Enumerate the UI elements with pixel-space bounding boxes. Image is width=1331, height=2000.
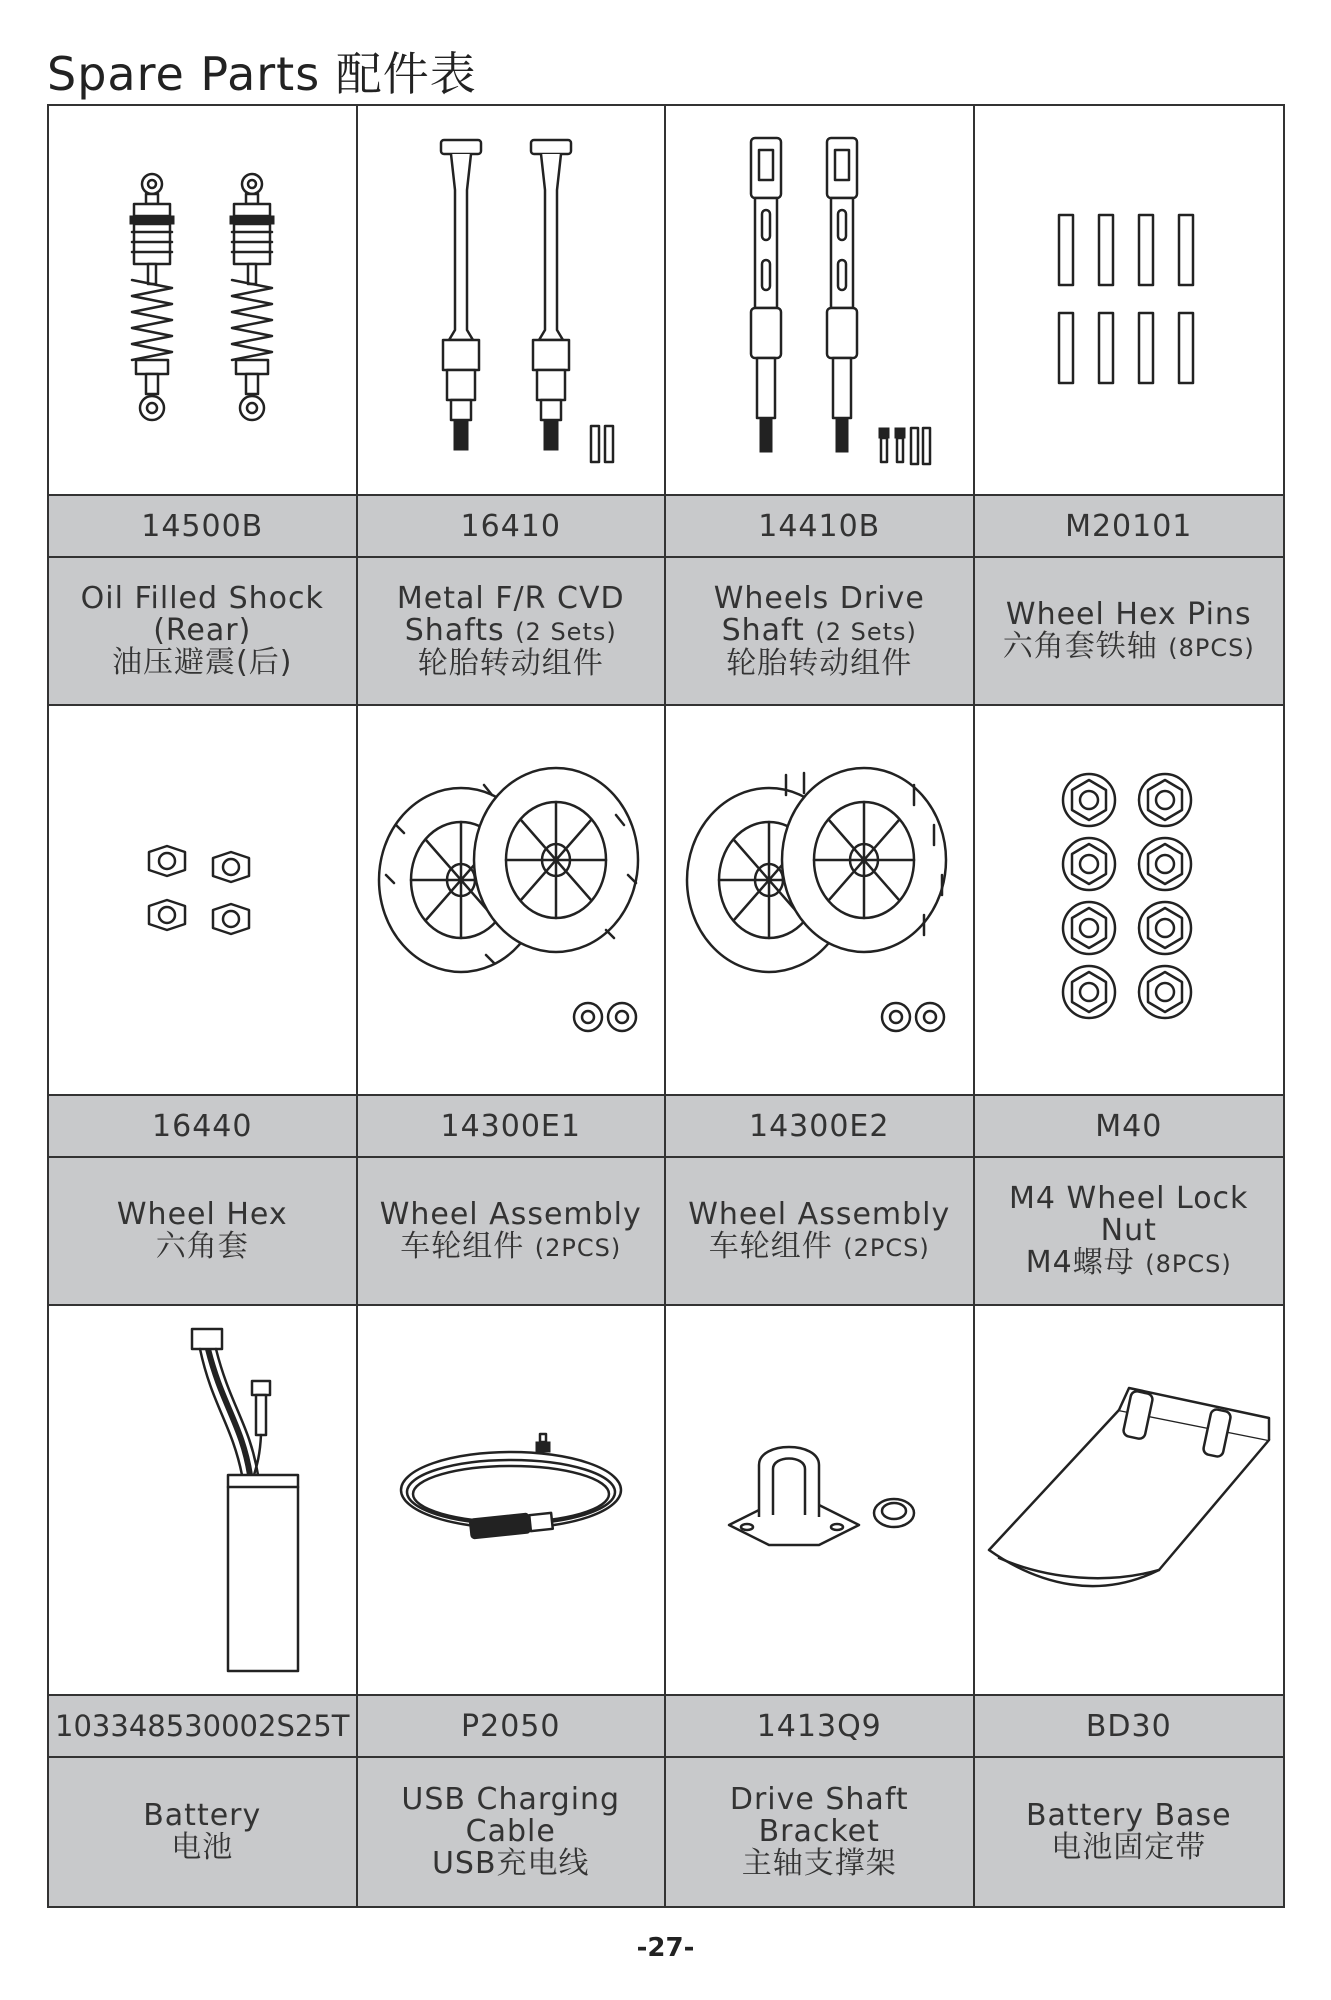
part-name bbox=[49, 1758, 358, 1906]
part-name-cn: 六角套 bbox=[155, 1229, 249, 1264]
part-code: 14500B bbox=[49, 496, 358, 558]
part-image-drive-shaft bbox=[666, 106, 975, 496]
part-name-en: Wheel Assembly bbox=[688, 1196, 951, 1232]
part-name-en: Wheel Hex bbox=[116, 1197, 288, 1232]
part-name-cn: 电池固定带 bbox=[1051, 1830, 1207, 1865]
part-qty: (8PCS) bbox=[1145, 1249, 1232, 1278]
part-name bbox=[358, 1758, 667, 1906]
part-name-cn: 轮胎转动组件 bbox=[726, 645, 913, 681]
part-image-usb-cable bbox=[358, 1306, 667, 1696]
part-name-en: Battery bbox=[143, 1798, 262, 1833]
part-code: M40 bbox=[975, 1096, 1284, 1158]
part-name-cn: M4螺母 (8PCS) bbox=[1025, 1244, 1232, 1280]
hex-pins-icon bbox=[1049, 205, 1209, 395]
part-image-wheel-hex bbox=[49, 706, 358, 1096]
part-name bbox=[49, 558, 358, 706]
wheel-assembly-icon bbox=[674, 755, 964, 1045]
part-code: 16410 bbox=[358, 496, 667, 558]
part-code: P2050 bbox=[358, 1696, 667, 1758]
part-name-cn: 车轮组件 (2PCS) bbox=[708, 1228, 930, 1264]
part-name bbox=[975, 1758, 1284, 1906]
part-name bbox=[666, 558, 975, 706]
part-qty: (2 Sets) bbox=[815, 617, 917, 646]
part-image-wheel-assembly-2 bbox=[666, 706, 975, 1096]
part-name-cn: 电池 bbox=[171, 1830, 234, 1865]
part-qty: (8PCS) bbox=[1168, 633, 1255, 662]
part-image-hex-pins bbox=[975, 106, 1284, 496]
part-code: 14300E1 bbox=[358, 1096, 667, 1158]
wheel-hex-icon bbox=[137, 840, 267, 960]
oil-filled-shock-icon bbox=[102, 170, 302, 430]
part-image-battery bbox=[49, 1306, 358, 1696]
part-code: 103348530002S25T bbox=[49, 1696, 358, 1758]
part-code: 14410B bbox=[666, 496, 975, 558]
part-image-shaft-bracket bbox=[666, 1306, 975, 1696]
part-qty: (2PCS) bbox=[534, 1233, 622, 1262]
part-image-battery-strap bbox=[975, 1306, 1284, 1696]
part-code: 16440 bbox=[49, 1096, 358, 1158]
drive-shaft-icon bbox=[699, 130, 939, 470]
part-name-en: Wheel Assembly bbox=[379, 1196, 642, 1232]
part-name bbox=[358, 1158, 667, 1306]
part-qty: (2 Sets) bbox=[515, 617, 617, 646]
part-name-en: Drive Shaft Bracket bbox=[729, 1782, 909, 1849]
part-image-cvd-shaft bbox=[358, 106, 667, 496]
part-name-cn: 油压避震(后) bbox=[112, 645, 293, 680]
usb-cable-icon bbox=[386, 1420, 636, 1580]
part-name-en: M4 Wheel Lock Nut bbox=[1009, 1180, 1249, 1248]
part-name-en: Oil Filled Shock (Rear) bbox=[80, 581, 324, 648]
part-name-cn: 主轴支撑架 bbox=[741, 1846, 897, 1881]
spare-parts-table bbox=[47, 104, 1285, 1908]
part-name bbox=[49, 1158, 358, 1306]
part-name-cn: 六角套铁轴 (8PCS) bbox=[1002, 628, 1255, 664]
part-name-en: Wheel Hex Pins bbox=[1005, 596, 1252, 632]
shaft-bracket-icon bbox=[719, 1435, 919, 1565]
lock-nut-icon bbox=[1054, 770, 1204, 1030]
part-image-lock-nut bbox=[975, 706, 1284, 1096]
cvd-shaft-icon bbox=[391, 130, 631, 470]
part-name bbox=[975, 1158, 1284, 1306]
wheel-assembly-icon bbox=[366, 755, 656, 1045]
part-name-cn: 车轮组件 (2PCS) bbox=[400, 1228, 622, 1264]
part-name-en: Battery Base bbox=[1025, 1798, 1232, 1833]
part-name-en: USB Charging Cable bbox=[401, 1782, 621, 1849]
part-image-oil-filled-shock bbox=[49, 106, 358, 496]
part-name-cn: 轮胎转动组件 bbox=[417, 645, 604, 681]
part-name-en: Metal F/R CVD Shafts (2 Sets) bbox=[396, 580, 625, 648]
part-name bbox=[975, 558, 1284, 706]
part-name bbox=[666, 1158, 975, 1306]
part-code: M20101 bbox=[975, 496, 1284, 558]
page-number: -27- bbox=[636, 1933, 695, 1963]
part-name bbox=[358, 558, 667, 706]
battery-strap-icon bbox=[979, 1370, 1279, 1630]
part-name-cn: USB充电线 bbox=[431, 1846, 590, 1881]
part-code: BD30 bbox=[975, 1696, 1284, 1758]
part-code: 1413Q9 bbox=[666, 1696, 975, 1758]
part-name bbox=[666, 1758, 975, 1906]
part-name-en: Wheels Drive Shaft (2 Sets) bbox=[713, 580, 925, 648]
part-image-wheel-assembly-1 bbox=[358, 706, 667, 1096]
part-qty: (2PCS) bbox=[843, 1233, 930, 1262]
page-title: Spare Parts 配件表 bbox=[47, 47, 477, 101]
part-code: 14300E2 bbox=[666, 1096, 975, 1158]
battery-icon bbox=[92, 1315, 312, 1685]
